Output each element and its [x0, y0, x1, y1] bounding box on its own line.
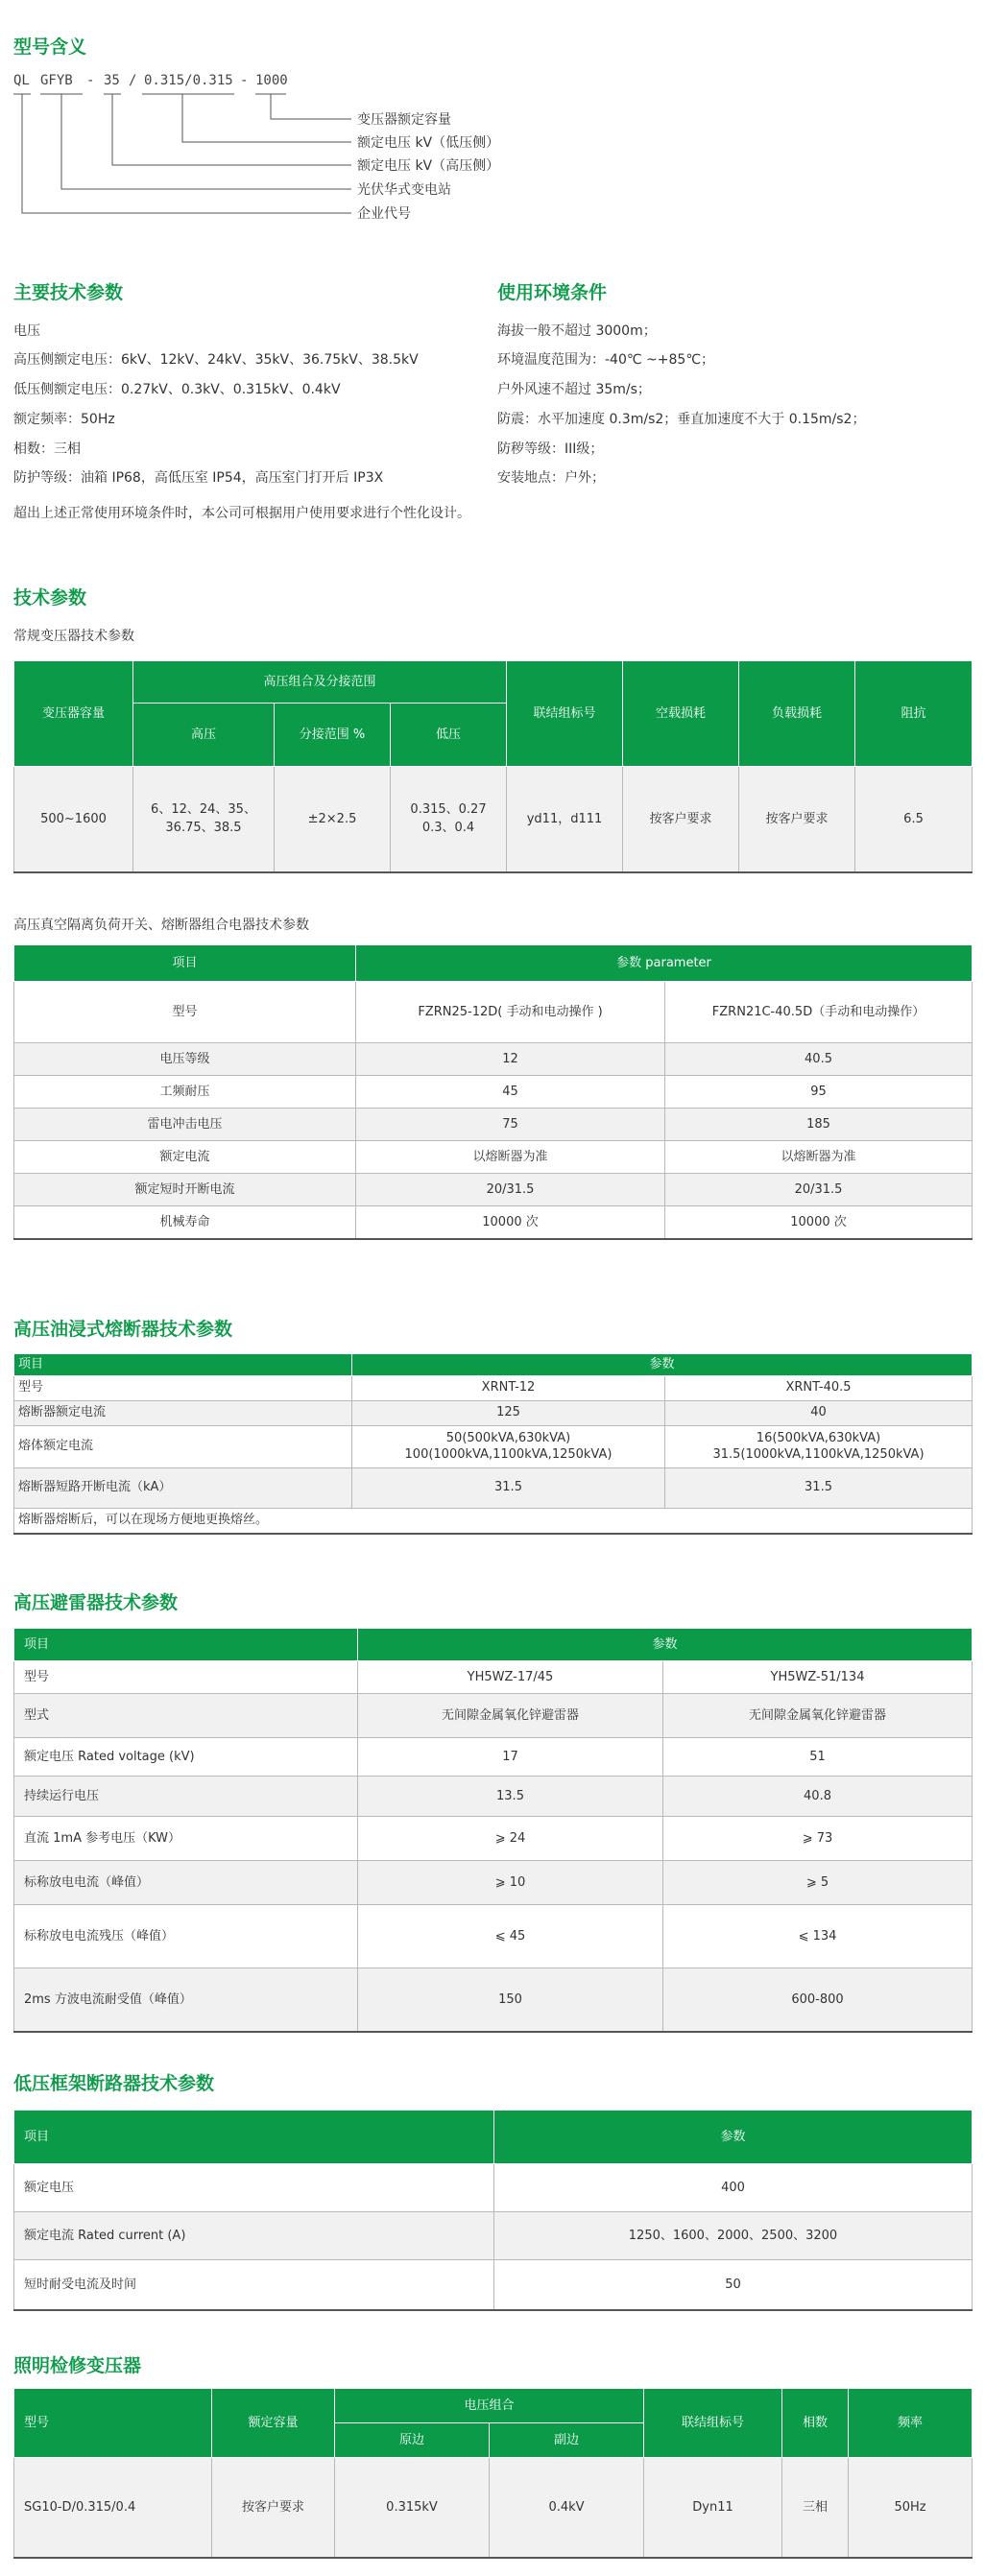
table-row: [14, 2458, 973, 2558]
cell-label: 直流 1mA 参考电压（KW）: [14, 1817, 358, 1861]
cell-label: 型号: [14, 1376, 352, 1401]
table-row: [14, 1468, 973, 1509]
cell-label: 额定电流 Rated current (A): [14, 2212, 494, 2260]
th-item: 项目: [14, 2111, 494, 2164]
cell-value-b: 40.5: [665, 1043, 973, 1076]
cell-hv-line: 6、12、24、35、: [151, 801, 256, 817]
lighting-title: 照明检修变压器: [13, 2355, 142, 2376]
arrester-title: 高压避雷器技术参数: [13, 1592, 179, 1613]
cell-label: 标称放电电流残压（峰值）: [14, 1905, 358, 1968]
cell-label: 短时耐受电流及时间: [14, 2260, 494, 2310]
table-row: [14, 2212, 973, 2260]
cell-group: yd11，d111: [507, 767, 623, 872]
cell-value-b: 31.5: [665, 1468, 973, 1509]
th-impedance: 阻抗: [855, 661, 973, 767]
cell-value-b: 无间隙金属氧化锌避雷器: [663, 1694, 973, 1738]
table-row: [14, 2260, 973, 2310]
table-row: [14, 2164, 973, 2212]
cell-value-b: 600-800: [663, 1968, 973, 2032]
cell-line: 50(500kVA,630kVA): [445, 1430, 571, 1445]
legend-station: 光伏华式变电站: [357, 182, 451, 198]
table-row: [14, 1141, 973, 1174]
th-capacity: 额定容量: [212, 2389, 335, 2458]
cell-value-b: 185: [665, 1109, 973, 1141]
env-line: 环境温度范围为：-40℃ ~+85℃；: [497, 352, 715, 368]
code-part-company: QL: [13, 73, 30, 88]
table-row: [14, 1738, 973, 1777]
cell-lv-line: 0.3、0.4: [421, 821, 475, 836]
cell-model-b: FZRN21C-40.5D（手动和电动操作）: [665, 982, 973, 1043]
cell-hv-line: 36.75、38.5: [165, 821, 242, 836]
cell-label: 熔断器额定电流: [14, 1401, 352, 1426]
table-row: [14, 1861, 973, 1905]
cell-label: 型号: [14, 982, 356, 1043]
cell-impedance: 6.5: [855, 767, 973, 872]
cell-value-a: 150: [358, 1968, 663, 2032]
cell-tap: ±2×2.5: [275, 767, 391, 872]
cell-label: 2ms 方波电流耐受值（峰值）: [14, 1968, 358, 2032]
env-title: 使用环境条件: [497, 282, 608, 303]
cell-label: 工频耐压: [14, 1076, 356, 1109]
cell-capacity: 按客户要求: [212, 2458, 335, 2558]
cell-noload: 按客户要求: [623, 767, 739, 872]
cell-frequency: 50Hz: [849, 2458, 973, 2558]
cell-value-a: 125: [352, 1401, 665, 1426]
cell-value-b: 51: [663, 1738, 973, 1777]
cell-value-b: XRNT-40.5: [665, 1376, 973, 1401]
cell-lv-line: 0.315、0.27: [410, 801, 487, 817]
th-capacity: 变压器容量: [14, 661, 133, 767]
model-meaning-title: 型号含义: [13, 36, 87, 58]
code-part-capacity: 1000: [255, 73, 288, 88]
cell-value-a: ⩽ 45: [358, 1905, 663, 1968]
cell-value-b: 40: [665, 1401, 973, 1426]
table-row: [14, 1076, 973, 1109]
table-row: [14, 1401, 973, 1426]
cell-value-b: 40.8: [663, 1777, 973, 1817]
th-item: 项目: [14, 945, 356, 982]
cell-label: 标称放电电流（峰值）: [14, 1861, 358, 1905]
cell-label: 电压等级: [14, 1043, 356, 1076]
table-row: [14, 1661, 973, 1694]
cell-line: 100(1000kVA,1100kVA,1250kVA): [404, 1446, 613, 1462]
cell-model: SG10-D/0.315/0.4: [14, 2458, 212, 2558]
table-row: [14, 1376, 973, 1401]
cell-primary: 0.315kV: [335, 2458, 490, 2558]
transformer-table: [13, 660, 973, 873]
cell-label: 额定电压 Rated voltage (kV): [14, 1738, 358, 1777]
th-item: 项目: [14, 1354, 352, 1376]
cell-value-a: 10000 次: [356, 1206, 665, 1239]
th-parameter: 参数: [352, 1354, 973, 1376]
th-tap: 分接范围 %: [275, 704, 391, 767]
table-row: [14, 1777, 973, 1817]
cell-line: 16(500kVA,630kVA): [756, 1430, 881, 1445]
cell-value-b: 95: [665, 1076, 973, 1109]
cell-value-b: [665, 1426, 973, 1468]
cell-label: 额定短时开断电流: [14, 1174, 356, 1206]
th-secondary: 副边: [490, 2423, 644, 2458]
cell-label: 雷电冲击电压: [14, 1109, 356, 1141]
cell-value: 400: [494, 2164, 973, 2212]
table-row: [14, 1426, 973, 1468]
main-param-line: 相数：三相: [13, 441, 81, 457]
cell-value-a: ⩾ 24: [358, 1817, 663, 1861]
main-param-line: 高压侧额定电压：6kV、12kV、24kV、35kV、36.75kV、38.5kV: [13, 352, 419, 368]
env-line: 防秽等级：III级；: [497, 441, 604, 457]
cell-label: 机械寿命: [14, 1206, 356, 1239]
cell-secondary: 0.4kV: [490, 2458, 644, 2558]
env-line: 安装地点：户外；: [497, 470, 605, 486]
cell-value-a: 无间隙金属氧化锌避雷器: [358, 1694, 663, 1738]
cell-label: 型式: [14, 1694, 358, 1738]
th-hv: 高压: [133, 704, 275, 767]
cell-value-a: 45: [356, 1076, 665, 1109]
env-line: 防震：水平加速度 0.3m/s2；垂直加速度不大于 0.15m/s2；: [497, 412, 866, 427]
switch-table-title: 高压真空隔离负荷开关、熔断器组合电器技术参数: [13, 918, 309, 933]
cell-value-b: 20/31.5: [665, 1174, 973, 1206]
cell-value-b: 10000 次: [665, 1206, 973, 1239]
fuse-table: [13, 1353, 973, 1535]
fuse-footnote: 熔断器熔断后，可以在现场方便地更换熔丝。: [14, 1509, 973, 1534]
tech-params-title: 技术参数: [13, 587, 87, 608]
breaker-table: [13, 2110, 973, 2311]
th-frequency: 频率: [849, 2389, 973, 2458]
table-row: [14, 1968, 973, 2032]
cell-value-b: 以熔断器为准: [665, 1141, 973, 1174]
cell-value-a: 20/31.5: [356, 1174, 665, 1206]
table-row: [14, 1817, 973, 1861]
main-param-line: 防护等级：油箱 IP68，高低压室 IP54，高压室门打开后 IP3X: [13, 470, 384, 486]
table-row: [14, 1043, 973, 1076]
cell-value-b: ⩾ 73: [663, 1817, 973, 1861]
tech-params-subtitle: 常规变压器技术参数: [13, 629, 134, 644]
cell-load: 按客户要求: [739, 767, 855, 872]
code-part-hv: 35: [104, 73, 120, 88]
cell-hv: [133, 767, 275, 872]
th-model: 型号: [14, 2389, 212, 2458]
cell-value-a: 12: [356, 1043, 665, 1076]
cell-value: 1250、1600、2000、2500、3200: [494, 2212, 973, 2260]
cell-line: 31.5(1000kVA,1100kVA,1250kVA): [712, 1446, 925, 1462]
cell-value-a: 75: [356, 1109, 665, 1141]
table-row: [14, 1694, 973, 1738]
breaker-title: 低压框架断路器技术参数: [13, 2073, 215, 2094]
cell-value-a: YH5WZ-17/45: [358, 1661, 663, 1694]
cell-label: 额定电压: [14, 2164, 494, 2212]
fuse-title: 高压油浸式熔断器技术参数: [13, 1319, 233, 1340]
cell-label: 熔体额定电流: [14, 1426, 352, 1468]
main-param-line: 电压: [13, 323, 40, 339]
legend-capacity: 变压器额定容量: [357, 112, 451, 128]
main-params-title: 主要技术参数: [13, 282, 124, 303]
env-line: 户外风速不超过 35m/s；: [497, 382, 651, 397]
cell-group: Dyn11: [644, 2458, 782, 2558]
code-slash: /: [129, 73, 137, 88]
cell-label: 熔断器短路开断电流（kA）: [14, 1468, 352, 1509]
cell-value-a: 31.5: [352, 1468, 665, 1509]
env-line: 海拔一般不超过 3000m；: [497, 323, 657, 339]
cell-capacity: 500~1600: [14, 767, 133, 872]
custom-design-note: 超出上述正常使用环境条件时，本公司可根据用户使用要求进行个性化设计。: [13, 506, 470, 521]
table-row: [14, 1905, 973, 1968]
th-parameter: 参数 parameter: [356, 945, 973, 982]
table-row: [14, 1206, 973, 1239]
cell-value-a: 以熔断器为准: [356, 1141, 665, 1174]
th-group: 联结组标号: [507, 661, 623, 767]
table-row: [14, 1109, 973, 1141]
legend-hv: 额定电压 kV（高压侧）: [357, 158, 500, 174]
code-part-station: GFYB: [40, 73, 73, 88]
th-parameter: 参数: [494, 2111, 973, 2164]
cell-value-a: XRNT-12: [352, 1376, 665, 1401]
cell-value-a: 17: [358, 1738, 663, 1777]
legend-company: 企业代号: [357, 206, 411, 222]
th-primary: 原边: [335, 2423, 490, 2458]
table-row: [14, 982, 973, 1043]
th-lv: 低压: [391, 704, 507, 767]
th-item: 项目: [14, 1629, 358, 1661]
arrester-table: [13, 1628, 973, 2033]
main-param-line: 额定频率：50Hz: [13, 412, 115, 427]
th-load: 负载损耗: [739, 661, 855, 767]
cell-lv: [391, 767, 507, 872]
th-parameter: 参数: [358, 1629, 973, 1661]
table-row: [14, 1509, 973, 1534]
code-part-lv: 0.315/0.315: [144, 73, 233, 88]
cell-value-a: 13.5: [358, 1777, 663, 1817]
model-code-lines: [0, 0, 985, 230]
cell-model-a: FZRN25-12D( 手动和电动操作 ): [356, 982, 665, 1043]
cell-value: 50: [494, 2260, 973, 2310]
cell-value-b: YH5WZ-51/134: [663, 1661, 973, 1694]
cell-phase: 三相: [782, 2458, 849, 2558]
switch-table: [13, 944, 973, 1240]
legend-lv: 额定电压 kV（低压侧）: [357, 135, 500, 151]
code-dash-1: -: [86, 73, 95, 88]
th-noload: 空载损耗: [623, 661, 739, 767]
table-row: [14, 767, 973, 872]
th-combo: 高压组合及分接范围: [133, 661, 507, 704]
th-group: 联结组标号: [644, 2389, 782, 2458]
cell-label: 额定电流: [14, 1141, 356, 1174]
th-phase: 相数: [782, 2389, 849, 2458]
cell-value-b: ⩾ 5: [663, 1861, 973, 1905]
main-param-line: 低压侧额定电压：0.27kV、0.3kV、0.315kV、0.4kV: [13, 382, 341, 397]
cell-value-a: ⩾ 10: [358, 1861, 663, 1905]
code-dash-2: -: [240, 73, 249, 88]
th-voltage-combo: 电压组合: [335, 2389, 644, 2423]
cell-value-a: [352, 1426, 665, 1468]
table-row: [14, 1174, 973, 1206]
cell-label: 持续运行电压: [14, 1777, 358, 1817]
cell-value-b: ⩽ 134: [663, 1905, 973, 1968]
cell-label: 型号: [14, 1661, 358, 1694]
lighting-table: [13, 2388, 973, 2559]
